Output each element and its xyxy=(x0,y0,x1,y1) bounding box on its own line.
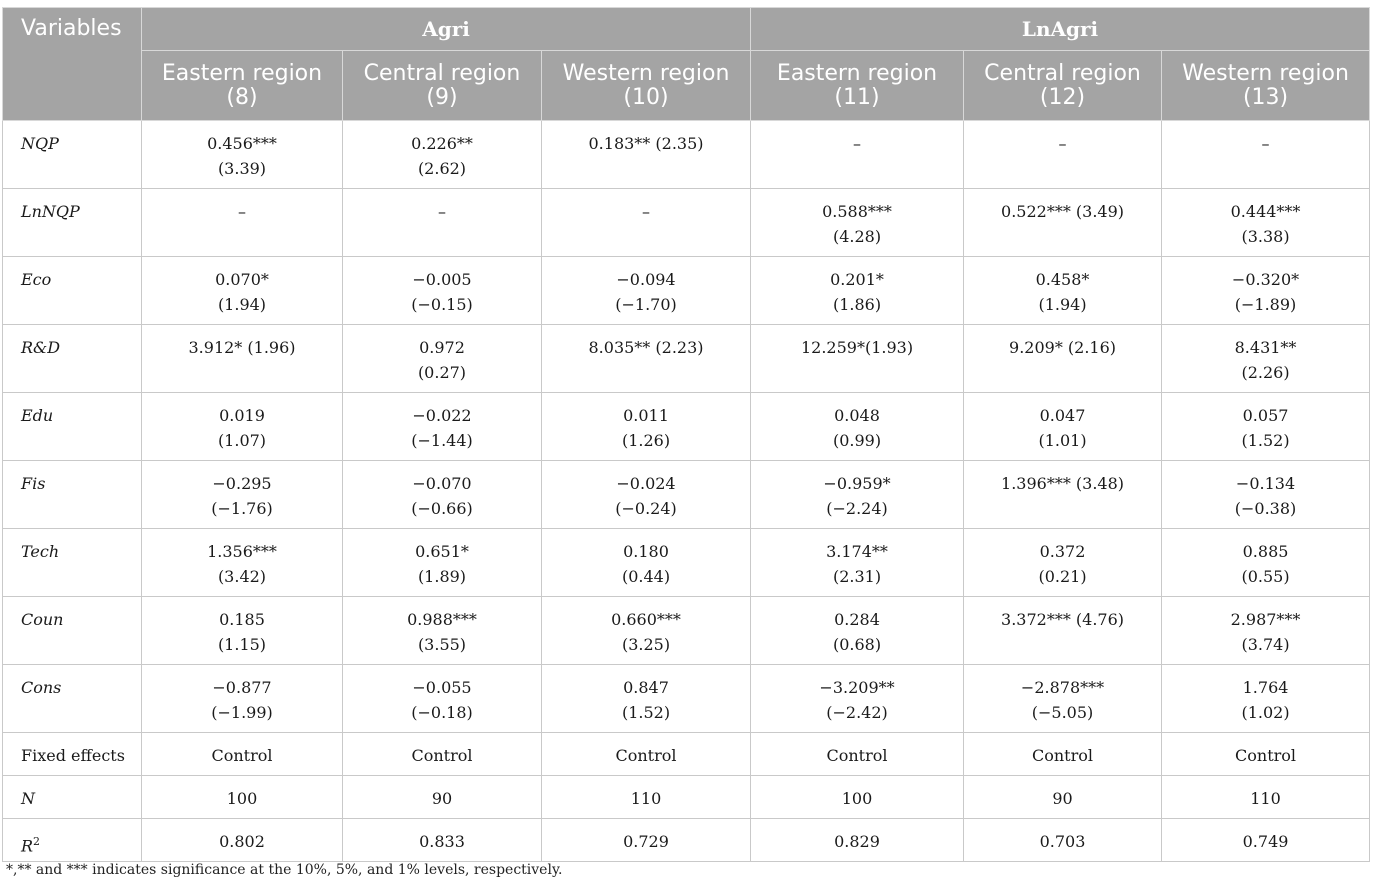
table-row xyxy=(3,121,1370,189)
coefficient: 2.987*** xyxy=(1230,610,1301,629)
table-cell xyxy=(964,189,1162,257)
table-cell xyxy=(142,461,343,529)
variable-label: Tech xyxy=(3,529,142,597)
variable-label xyxy=(3,733,142,776)
t-statistic: (−1.70) xyxy=(615,295,677,314)
t-statistic: (−2.24) xyxy=(826,499,888,518)
coefficient: −0.070 xyxy=(412,474,472,493)
t-statistic: (3.42) xyxy=(217,567,267,586)
coefficient: 0.011 xyxy=(623,406,669,425)
column-number: (9) xyxy=(426,84,458,110)
coefficient: −0.094 xyxy=(616,270,676,289)
t-statistic: (−0.18) xyxy=(411,703,473,722)
table-cell: 0.729 xyxy=(542,819,751,862)
table-cell xyxy=(542,121,751,189)
variable-label xyxy=(3,819,142,862)
table-row xyxy=(3,529,1370,597)
coefficient: 0.185 xyxy=(219,610,265,629)
column-header xyxy=(142,51,343,121)
table-cell xyxy=(343,325,542,393)
table-cell xyxy=(343,189,542,257)
table-row xyxy=(3,393,1370,461)
table-cell xyxy=(751,529,964,597)
table-cell xyxy=(542,325,751,393)
table-cell: 90 xyxy=(343,776,542,819)
column-region: Eastern region xyxy=(161,60,323,86)
column-number: (8) xyxy=(226,84,258,110)
table-cell xyxy=(142,393,343,461)
table-cell xyxy=(343,597,542,665)
t-statistic: (4.28) xyxy=(832,227,882,246)
r-squared-row xyxy=(3,819,1370,862)
t-statistic: (1.07) xyxy=(217,431,267,450)
table-row xyxy=(3,597,1370,665)
coefficient: 1.764 xyxy=(1242,678,1289,697)
table-cell xyxy=(751,325,964,393)
column-region: Western region xyxy=(1182,60,1349,86)
column-region: Western region xyxy=(562,60,730,86)
label-text: R xyxy=(21,836,34,856)
table-cell xyxy=(751,393,964,461)
table-cell xyxy=(542,257,751,325)
t-statistic: (−0.15) xyxy=(411,295,473,314)
label-text: N xyxy=(21,789,35,808)
coefficient: 0.588*** xyxy=(822,202,892,221)
t-statistic: (3.25) xyxy=(621,635,671,654)
regression-table xyxy=(2,7,1370,862)
column-header xyxy=(542,51,751,121)
table-cell xyxy=(964,257,1162,325)
column-header xyxy=(1162,51,1370,121)
t-statistic: (0.44) xyxy=(621,567,671,586)
coefficient: 9.209* (2.16) xyxy=(1009,338,1117,357)
table-cell xyxy=(142,121,343,189)
coefficient: 0.988*** xyxy=(407,610,477,629)
coefficient: – xyxy=(1261,134,1270,153)
table-footnote: *,** and *** indicates significance at the 10%, 5%, and 1% levels, respectively. xyxy=(6,862,563,878)
coefficient: – xyxy=(438,202,446,221)
t-statistic: (0.99) xyxy=(832,431,882,450)
table-cell: 100 xyxy=(142,776,343,819)
column-header xyxy=(751,51,964,121)
t-statistic: (0.21) xyxy=(1038,567,1087,586)
t-statistic: (3.55) xyxy=(417,635,467,654)
table-cell: 0.833 xyxy=(343,819,542,862)
coefficient: 1.356*** xyxy=(207,542,277,561)
coefficient: 0.057 xyxy=(1242,406,1289,425)
table-cell xyxy=(542,189,751,257)
table-header xyxy=(3,8,1370,121)
t-statistic: (2.26) xyxy=(1241,363,1290,382)
variable-label: Edu xyxy=(3,393,142,461)
t-statistic: (1.26) xyxy=(621,431,671,450)
table-cell xyxy=(964,325,1162,393)
table-cell xyxy=(142,325,343,393)
table-cell xyxy=(751,597,964,665)
coefficient: 3.174** xyxy=(826,542,888,561)
t-statistic: (1.01) xyxy=(1038,431,1087,450)
coefficient: −0.959* xyxy=(823,474,891,493)
coefficient: 0.972 xyxy=(419,338,465,357)
column-region: Central region xyxy=(363,60,521,86)
table-cell: 0.802 xyxy=(142,819,343,862)
t-statistic: (2.31) xyxy=(832,567,882,586)
table-row xyxy=(3,189,1370,257)
t-statistic: (−1.89) xyxy=(1234,295,1297,314)
n-row xyxy=(3,776,1370,819)
variable-label xyxy=(3,776,142,819)
column-region: Central region xyxy=(984,60,1141,86)
table-cell xyxy=(751,257,964,325)
table-cell: 0.829 xyxy=(751,819,964,862)
table-cell xyxy=(542,529,751,597)
table-cell xyxy=(964,461,1162,529)
table-row xyxy=(3,257,1370,325)
t-statistic: (−0.24) xyxy=(615,499,677,518)
column-number: (12) xyxy=(1039,84,1086,110)
table-row xyxy=(3,325,1370,393)
table-cell xyxy=(751,189,964,257)
label-superscript: 2 xyxy=(33,835,41,848)
table-cell xyxy=(1162,665,1370,733)
table-cell xyxy=(964,529,1162,597)
coefficient: 0.458* xyxy=(1035,270,1090,289)
coefficient: −0.005 xyxy=(412,270,472,289)
coefficient: 0.522*** (3.49) xyxy=(1001,202,1125,221)
t-statistic: (1.52) xyxy=(621,703,671,722)
coefficient: 3.372*** (4.76) xyxy=(1001,610,1125,629)
variables-header: Variables xyxy=(3,8,142,121)
table-cell xyxy=(964,393,1162,461)
table-cell xyxy=(542,665,751,733)
table-cell xyxy=(142,257,343,325)
table-cell xyxy=(142,597,343,665)
table-cell xyxy=(1162,121,1370,189)
coefficient: −0.055 xyxy=(412,678,472,697)
table-cell: Control xyxy=(964,733,1162,776)
coefficient: 0.201* xyxy=(830,270,884,289)
coefficient: 0.284 xyxy=(834,610,880,629)
t-statistic: (1.15) xyxy=(217,635,267,654)
coefficient: −0.022 xyxy=(412,406,472,425)
t-statistic: (1.94) xyxy=(217,295,267,314)
group-header-lnagri: LnAgri xyxy=(751,8,1370,51)
table-cell xyxy=(343,529,542,597)
group-header-agri: Agri xyxy=(142,8,751,51)
table-row xyxy=(3,461,1370,529)
column-number: (13) xyxy=(1242,84,1289,110)
coefficient: – xyxy=(238,202,246,221)
coefficient: 0.444*** xyxy=(1230,202,1301,221)
table-cell xyxy=(542,461,751,529)
variable-label: Eco xyxy=(3,257,142,325)
table-cell xyxy=(1162,529,1370,597)
table-cell xyxy=(1162,393,1370,461)
t-statistic: (−2.42) xyxy=(826,703,888,722)
coefficient: 1.396*** (3.48) xyxy=(1001,474,1125,493)
table-cell xyxy=(343,665,542,733)
coefficient: 0.660*** xyxy=(611,610,681,629)
coefficient: 0.070* xyxy=(215,270,269,289)
coefficient: 0.048 xyxy=(834,406,880,425)
coefficient: 8.035** (2.23) xyxy=(588,338,704,357)
coefficient: 8.431** xyxy=(1234,338,1297,357)
table-cell xyxy=(142,529,343,597)
coefficient: – xyxy=(1058,134,1067,153)
coefficient: 0.372 xyxy=(1039,542,1086,561)
t-statistic: (0.27) xyxy=(417,363,467,382)
coefficient: −2.878*** xyxy=(1020,678,1105,697)
table-cell: Control xyxy=(542,733,751,776)
t-statistic: (−1.76) xyxy=(211,499,273,518)
table-cell xyxy=(1162,189,1370,257)
coefficient: – xyxy=(642,202,650,221)
table-cell: 110 xyxy=(542,776,751,819)
table-cell xyxy=(751,121,964,189)
table-cell: 90 xyxy=(964,776,1162,819)
t-statistic: (−0.66) xyxy=(411,499,473,518)
coefficient: 0.183** (2.35) xyxy=(588,134,704,153)
table-cell xyxy=(542,393,751,461)
column-header xyxy=(343,51,542,121)
coefficient: 3.912* (1.96) xyxy=(188,338,296,357)
table-cell xyxy=(964,597,1162,665)
variable-label: NQP xyxy=(3,121,142,189)
table-cell xyxy=(343,121,542,189)
coefficient: 0.047 xyxy=(1039,406,1086,425)
column-number: (10) xyxy=(623,84,669,110)
coefficient: −0.295 xyxy=(212,474,272,493)
table-cell xyxy=(142,189,343,257)
label-text: Fixed effects xyxy=(21,746,125,765)
table-cell xyxy=(751,461,964,529)
column-region: Eastern region xyxy=(776,60,938,86)
table-cell xyxy=(542,597,751,665)
table-cell: Control xyxy=(343,733,542,776)
t-statistic: (3.38) xyxy=(1241,227,1290,246)
coefficient: 12.259*(1.93) xyxy=(800,338,914,357)
t-statistic: (0.55) xyxy=(1241,567,1290,586)
table-cell xyxy=(343,393,542,461)
table-cell xyxy=(1162,461,1370,529)
variable-label: R&D xyxy=(3,325,142,393)
coefficient: 0.456*** xyxy=(207,134,277,153)
table-cell: 110 xyxy=(1162,776,1370,819)
table-row xyxy=(3,665,1370,733)
table-cell: 100 xyxy=(751,776,964,819)
table-cell: Control xyxy=(1162,733,1370,776)
coefficient: −3.209** xyxy=(819,678,895,697)
table-cell xyxy=(1162,325,1370,393)
table-cell xyxy=(1162,257,1370,325)
t-statistic: (3.74) xyxy=(1241,635,1290,654)
table-cell xyxy=(1162,597,1370,665)
t-statistic: (−1.44) xyxy=(411,431,473,450)
table-cell: Control xyxy=(751,733,964,776)
table-cell xyxy=(964,121,1162,189)
table-cell: 0.703 xyxy=(964,819,1162,862)
table-cell xyxy=(142,665,343,733)
t-statistic: (0.68) xyxy=(832,635,882,654)
variable-label: Cons xyxy=(3,665,142,733)
coefficient: 0.180 xyxy=(623,542,669,561)
table-cell: Control xyxy=(142,733,343,776)
column-number: (11) xyxy=(834,84,880,110)
table-cell xyxy=(343,461,542,529)
coefficient: 0.885 xyxy=(1242,542,1289,561)
coefficient: 0.651* xyxy=(415,542,469,561)
t-statistic: (1.02) xyxy=(1241,703,1290,722)
table-cell: 0.749 xyxy=(1162,819,1370,862)
variable-label: LnNQP xyxy=(3,189,142,257)
coefficient: −0.024 xyxy=(616,474,676,493)
coefficient: 0.226** xyxy=(411,134,473,153)
table-cell xyxy=(964,665,1162,733)
fixed-effects-row xyxy=(3,733,1370,776)
coefficient: 0.847 xyxy=(623,678,669,697)
table-cell xyxy=(343,257,542,325)
coefficient: −0.320* xyxy=(1231,270,1300,289)
variable-label: Coun xyxy=(3,597,142,665)
column-header xyxy=(964,51,1162,121)
t-statistic: (−1.99) xyxy=(211,703,273,722)
t-statistic: (1.89) xyxy=(417,567,467,586)
t-statistic: (1.86) xyxy=(832,295,882,314)
t-statistic: (−5.05) xyxy=(1031,703,1094,722)
t-statistic: (1.52) xyxy=(1241,431,1290,450)
t-statistic: (−0.38) xyxy=(1234,499,1297,518)
variable-label: Fis xyxy=(3,461,142,529)
table-cell xyxy=(751,665,964,733)
t-statistic: (3.39) xyxy=(217,159,267,178)
coefficient: −0.134 xyxy=(1235,474,1296,493)
table-body xyxy=(3,121,1370,862)
t-statistic: (1.94) xyxy=(1038,295,1087,314)
t-statistic: (2.62) xyxy=(417,159,467,178)
coefficient: −0.877 xyxy=(212,678,272,697)
coefficient: – xyxy=(853,134,862,153)
coefficient: 0.019 xyxy=(219,406,265,425)
